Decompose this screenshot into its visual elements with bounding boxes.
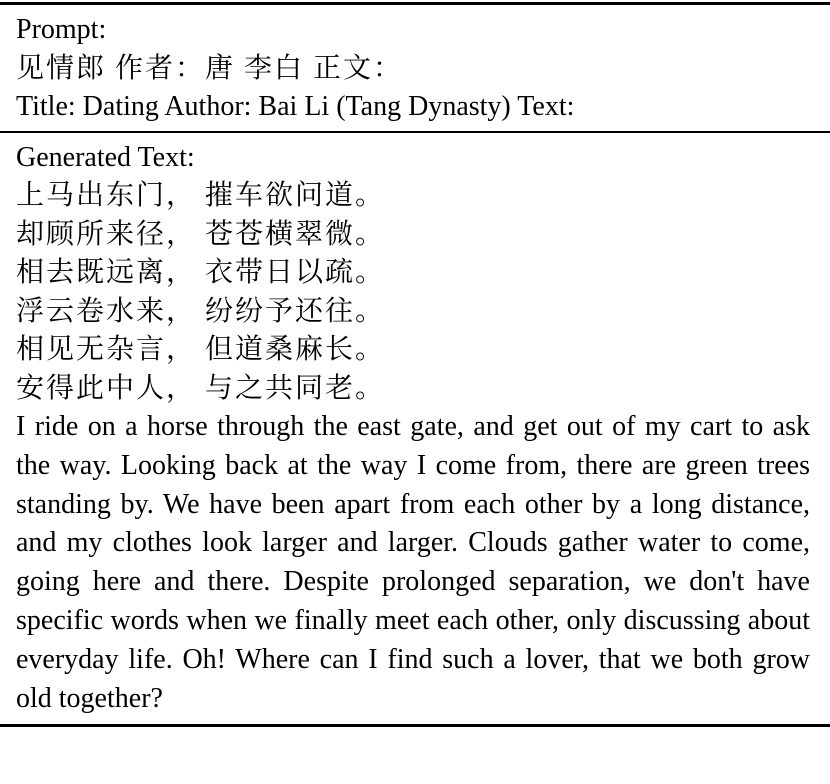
prompt-label: Prompt:: [16, 14, 107, 45]
poem-line: 相见无杂言， 但道桑麻长。: [16, 334, 386, 365]
prompt-chinese: 见情郎 作者：唐 李白 正文：: [16, 52, 404, 84]
prompt-section: [0, 5, 830, 131]
bottom-rule: [0, 724, 830, 727]
generated-section: [0, 133, 830, 725]
translation-paragraph: I ride on a horse through the east gate, and get out of my cart to ask the way. Looking back at the way I come from, there are green trees standing by. We have been apart from each other by a long distance, and my clothes look larger and larger. Clouds gather water to come, going here and there. Despite prolonged separation, we don't have specific words when we finally meet each other, only discussing about everyday life. Oh! Where can I find such a lover, that we both grow old together?: [16, 411, 810, 714]
poem-line: 却顾所来径， 苍苍横翠微。: [16, 218, 386, 250]
prompt-english: Title: Dating Author: Bai Li (Tang Dynasty) Text:: [16, 91, 575, 122]
generated-label: Generated Text:: [16, 141, 195, 173]
poem-line: 浮云卷水来， 纷纷予还往。: [16, 295, 386, 327]
example-table: [0, 2, 830, 727]
poem-line: 相去既远离， 衣带日以疏。: [16, 257, 386, 288]
poem-line: 安得此中人， 与之共同老。: [16, 372, 386, 404]
poem-line: 上马出东门， 摧车欲问道。: [16, 180, 386, 211]
